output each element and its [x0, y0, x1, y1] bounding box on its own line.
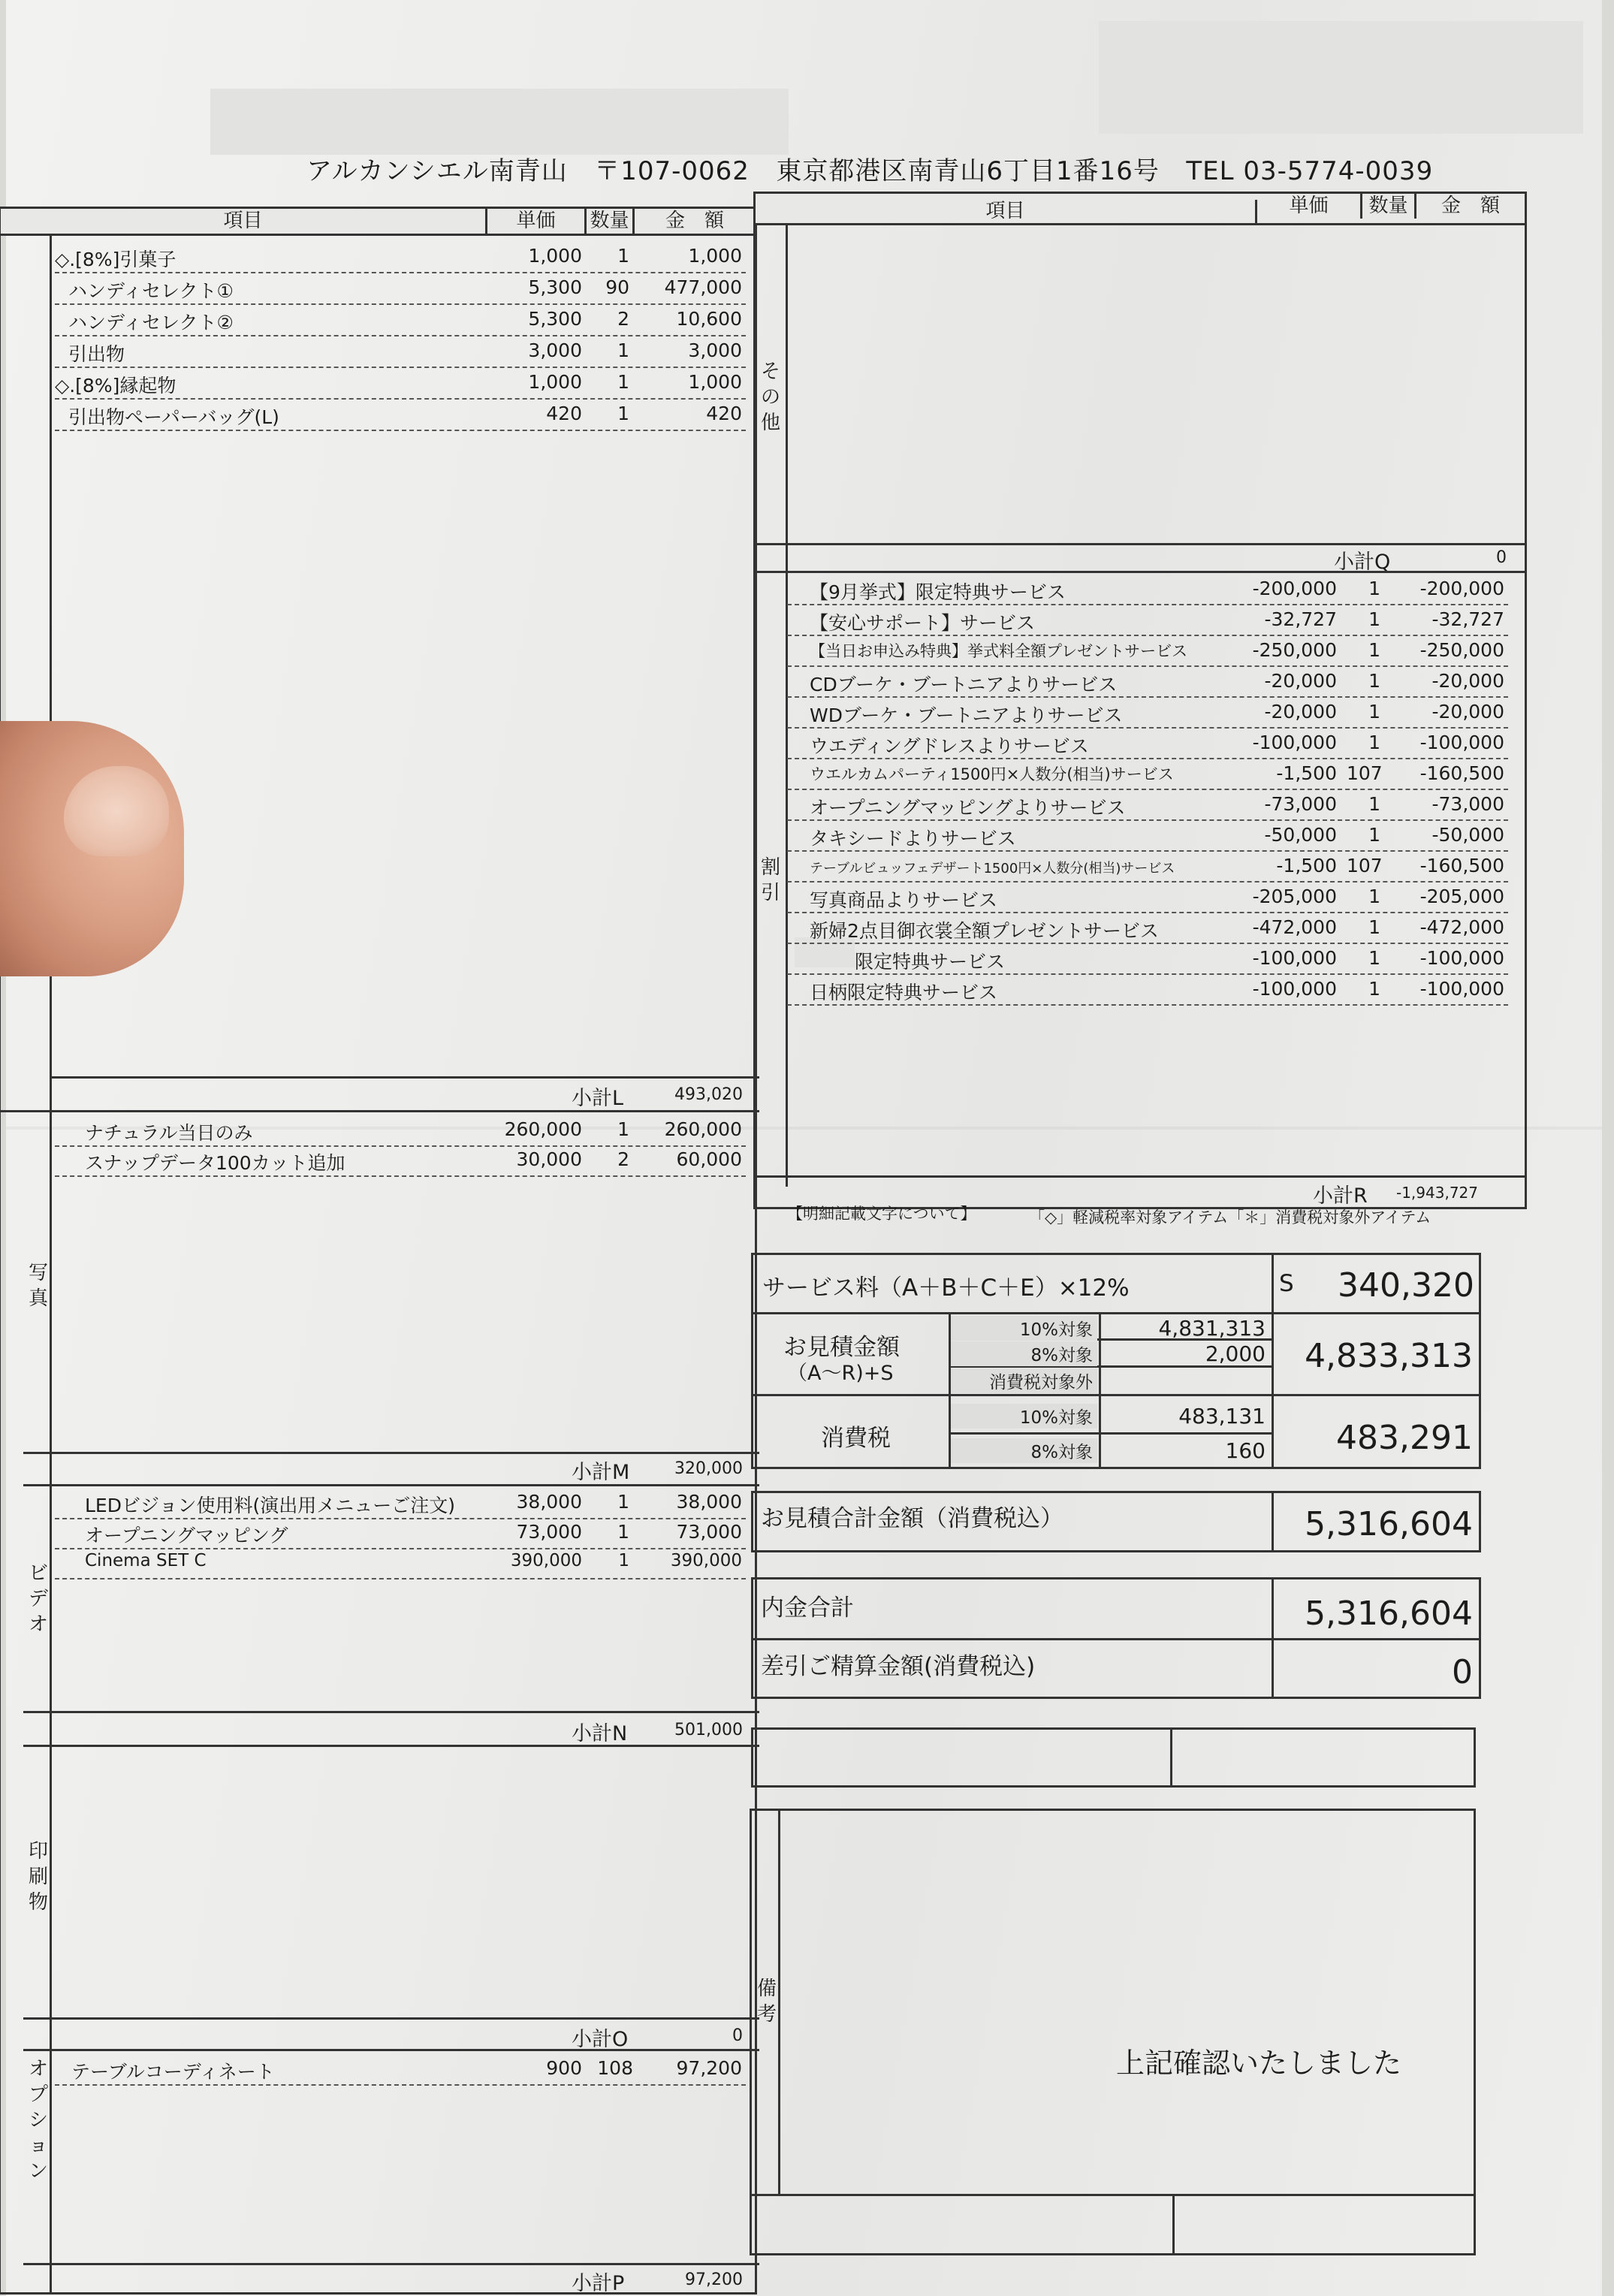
table-row: 日柄限定特典サービス -100,000 1 -100,000 [787, 975, 1508, 1006]
category-label: そ の 他 [760, 361, 780, 434]
header-unit-price: 単価 [487, 209, 587, 234]
postal-code: 〒107-0062 [594, 156, 750, 186]
estimate-total-value: 4,833,313 [1305, 1337, 1473, 1375]
tax-10-value: 483,131 [1178, 1404, 1266, 1429]
box-divider [1099, 1396, 1101, 1467]
grand-total-box [751, 1491, 1481, 1552]
deposit-label: 内金合計 [761, 1595, 854, 1622]
box-divider [1170, 1730, 1172, 1785]
category-label: 印 刷 物 [28, 1840, 48, 1914]
table-row: WDブーケ・ブートニアよりサービス -20,000 1 -20,000 [787, 698, 1508, 729]
table-row: 【安心サポート】サービス -32,727 1 -32,727 [787, 605, 1508, 636]
estimate-box [751, 1312, 1481, 1396]
table-header-row [756, 194, 1525, 225]
subtotal-divider [23, 1452, 759, 1454]
table-row: テーブルビュッフェデザート1500円×人数分(相当)サービス -1,500 107 -160,500 [787, 852, 1508, 882]
tax-box [751, 1394, 1481, 1469]
subtotal-value: 501,000 [674, 1721, 743, 1739]
left-item-table [0, 207, 757, 2294]
section-divider [23, 2049, 759, 2051]
box-divider [1099, 1314, 1101, 1394]
subtotal-label: 小計L [572, 1087, 624, 1110]
table-row: オープニングマッピング 73,000 1 73,000 [55, 1518, 746, 1549]
subtotal-value: -1,943,727 [1395, 1184, 1478, 1202]
subtotal-value: 97,200 [685, 2270, 743, 2289]
service-charge-label: サービス料（A＋B＋C＋E）×12% [762, 1275, 1130, 1302]
header-amount: 金 額 [665, 210, 724, 232]
subtotal-value: 0 [732, 2026, 743, 2045]
estimate-8-value: 2,000 [1205, 1341, 1266, 1366]
table-row: ナチュラル当日のみ 260,000 1 260,000 [55, 1115, 746, 1147]
table-row: CDブーケ・ブートニアよりサービス -20,000 1 -20,000 [787, 667, 1508, 698]
estimate-label: お見積金額 [783, 1334, 900, 1361]
balance-value: 0 [1452, 1653, 1473, 1691]
table-row: ◇.[8%]引菓子 1,000 1 1,000 [55, 242, 746, 273]
subtotal-divider [756, 543, 1525, 545]
row-divider [753, 1638, 1479, 1640]
subtotal-divider [753, 1175, 1527, 1178]
estimate-10-value: 4,831,313 [1158, 1316, 1266, 1341]
subtotal-value: 0 [1496, 548, 1507, 567]
header-unit-price: 単価 [1257, 194, 1362, 219]
table-row: 引出物ペーパーバッグ(L) 420 1 420 [55, 400, 746, 431]
header-item: 項目 [1, 209, 487, 234]
table-row: オープニングマッピングよりサービス -73,000 1 -73,000 [787, 790, 1508, 821]
box-divider [1272, 1396, 1274, 1467]
table-row: ハンディセレクト① 5,300 90 477,000 [55, 273, 746, 305]
header-amount: 金 額 [1441, 195, 1500, 217]
table-row: ウエディングドレスよりサービス -100,000 1 -100,000 [787, 729, 1508, 759]
table-header-row [1, 209, 755, 236]
venue-header [306, 150, 1433, 187]
estimate-10-label: 10%対象 [951, 1316, 1097, 1341]
table-row: Cinema SET C 390,000 1 390,000 [55, 1548, 746, 1579]
service-charge-box [751, 1253, 1481, 1314]
subtotal-value: 320,000 [674, 1459, 743, 1478]
subtotal-divider [23, 2263, 759, 2265]
table-row: LEDビジョン使用料(演出用メニューご注文) 38,000 1 38,000 [55, 1488, 746, 1519]
subtotal-label: 小計O [572, 2028, 629, 2051]
table-row: テーブルコーディネート 900 108 97,200 [55, 2054, 746, 2086]
blank-box [751, 1727, 1476, 1788]
table-row: スナップデータ100カット追加 30,000 2 60,000 [55, 1145, 746, 1177]
tax-label: 消費税 [821, 1425, 891, 1452]
box-divider [1272, 1314, 1274, 1394]
notes-label: 【明細記載文字について】 [787, 1205, 976, 1223]
subtotal-value: 493,020 [674, 1085, 743, 1104]
deposit-value: 5,316,604 [1305, 1595, 1473, 1633]
table-row: タキシードよりサービス -50,000 1 -50,000 [787, 821, 1508, 852]
tax-10-label: 10%対象 [951, 1404, 1097, 1429]
subtotal-label: 小計P [572, 2272, 625, 2295]
tax-8-label: 8%対象 [951, 1438, 1097, 1463]
service-charge-value: 340,320 [1338, 1266, 1474, 1305]
subtotal-divider [23, 1711, 759, 1713]
table-row: 限定特典サービス -100,000 1 -100,000 [787, 944, 1508, 975]
subtotal-label: 小計Q [1334, 551, 1391, 574]
address: 東京都港区南青山6丁目1番16号 [776, 156, 1160, 186]
estimate-exempt-label: 消費税対象外 [951, 1368, 1097, 1393]
redacted-area [1099, 21, 1583, 134]
subtotal-label: 小計M [572, 1461, 630, 1484]
table-row: 新婦2点目御衣裳全額プレゼントサービス -472,000 1 -472,000 [787, 913, 1508, 944]
settlement-box [751, 1577, 1481, 1699]
balance-label: 差引ご精算金額(消費税込) [761, 1653, 1036, 1680]
row-divider [752, 2194, 1474, 2196]
company-name: アルカンシエル南青山 [306, 156, 568, 186]
remarks-box [750, 1809, 1476, 2255]
subtotal-divider [50, 1076, 759, 1079]
table-row: ◇.[8%]縁起物 1,000 1 1,000 [55, 368, 746, 400]
header-qty: 数量 [587, 209, 635, 234]
confirmation-text: 上記確認いたしました [1116, 2047, 1402, 2080]
table-row: ハンディセレクト② 5,300 2 10,600 [55, 305, 746, 336]
tax-8-value: 160 [1225, 1438, 1266, 1463]
category-label: 割 引 [760, 856, 780, 904]
redacted-area [210, 89, 789, 155]
subtotal-divider [23, 2017, 759, 2020]
header-qty: 数量 [1362, 194, 1416, 219]
category-label: ビ デ オ [28, 1562, 48, 1636]
row-divider [949, 1432, 1272, 1435]
section-divider [756, 571, 1525, 573]
subtotal-label: 小計R [1313, 1184, 1368, 1208]
remarks-label: 備 考 [756, 1978, 777, 2026]
subtotal-label: 小計N [572, 1722, 628, 1745]
section-divider [1, 1110, 759, 1112]
box-divider [1272, 1493, 1274, 1550]
section-divider [23, 1484, 759, 1486]
estimate-formula: （A〜R)+S [787, 1362, 894, 1385]
category-label: オ プ シ ョ ン [28, 2058, 48, 2183]
box-divider [1272, 1255, 1274, 1312]
service-prefix: S [1279, 1270, 1294, 1297]
table-row: 写真商品よりサービス -205,000 1 -205,000 [787, 882, 1508, 913]
estimate-sheet [6, 0, 1602, 2296]
category-label: 写 真 [28, 1262, 48, 1310]
table-row: ウエルカムパーティ1500円×人数分(相当)サービス -1,500 107 -160,500 [787, 759, 1508, 790]
section-divider [23, 1745, 759, 1747]
table-row: 【当日お申込み特典】挙式料全額プレゼントサービス -250,000 1 -250,000 [787, 636, 1508, 667]
tax-total-value: 483,291 [1336, 1419, 1473, 1457]
header-item: 項目 [756, 200, 1257, 223]
estimate-8-label: 8%対象 [951, 1341, 1097, 1366]
grand-total-value: 5,316,604 [1305, 1505, 1473, 1543]
box-divider [1172, 2194, 1175, 2253]
table-row: 【9月挙式】限定特典サービス -200,000 1 -200,000 [787, 575, 1508, 605]
table-row: 引出物 3,000 1 3,000 [55, 336, 746, 368]
notes-text: 「◇」軽減税率対象アイテム「＊」消費税対象外アイテム [1029, 1208, 1431, 1226]
phone-number: TEL 03-5774-0039 [1186, 156, 1434, 186]
grand-total-label: お見積合計金額（消費税込） [761, 1505, 1063, 1532]
